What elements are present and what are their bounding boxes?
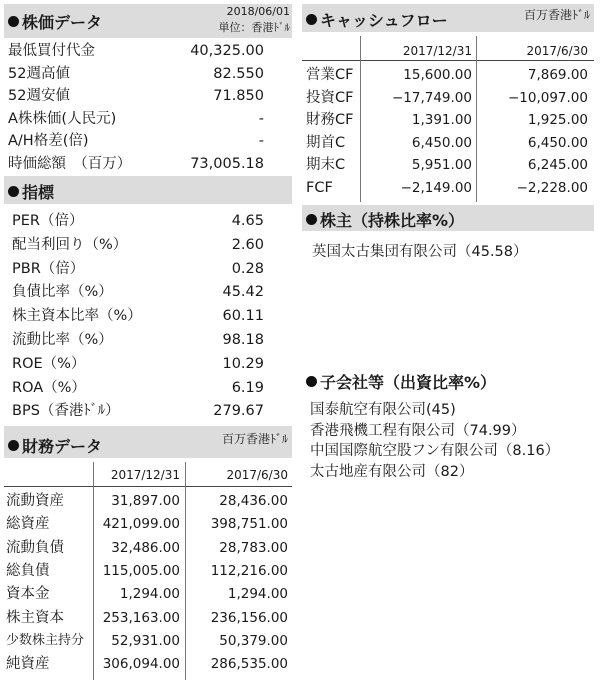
- stock-row: [8, 153, 264, 175]
- indicator-row-label: BPS（香港ﾄﾞﾙ）: [12, 403, 120, 420]
- cf-row-label: 投資CF: [306, 89, 354, 106]
- stock-row-value: 82.550: [213, 65, 264, 82]
- stock-row-label: A/H格差(倍): [8, 133, 89, 149]
- subsidiary-item: 太古地産有限公司（82）: [310, 463, 474, 480]
- indicator-row-label: ROA（%）: [12, 379, 86, 396]
- indicator-row-label: 負債比率（%）: [12, 284, 113, 301]
- fin-row-value-1: 31,897.00: [111, 493, 180, 509]
- bullet-icon: [306, 14, 317, 25]
- fin-row-value-2: 236,156.00: [210, 609, 288, 626]
- indicator-row-label: 配当利回り（%）: [12, 236, 128, 253]
- cf-row-label: FCF: [306, 180, 333, 196]
- cf-row-value-2: 7,869.00: [527, 67, 588, 83]
- indicator-row-label: ROE（%）: [12, 355, 86, 372]
- cf-row-value-1: 15,600.00: [403, 67, 472, 83]
- cashflow-unit: 百万香港ﾄﾞﾙ: [523, 8, 590, 22]
- financials-unit: 百万香港ﾄﾞﾙ: [221, 432, 288, 446]
- fin-row-value-1: 52,931.00: [111, 632, 180, 649]
- bullet-icon: [8, 16, 19, 27]
- fin-row-value-1: 253,163.00: [102, 609, 180, 626]
- subsidiary-item: 国泰航空有限公司(45): [310, 402, 456, 418]
- fin-row-value-1: 115,005.00: [102, 562, 180, 579]
- fin-row-label: 純資産: [6, 656, 50, 673]
- subsidiaries-title-text: 子会社等（出資比率%）: [320, 373, 497, 392]
- cf-row-value-2: 6,450.00: [527, 134, 588, 151]
- fin-row-value-2: 28,436.00: [219, 493, 288, 509]
- cf-row-value-2: −2,228.00: [516, 180, 588, 196]
- fin-row-label: 資本金: [6, 586, 50, 603]
- fin-row-label: 流動負債: [6, 539, 64, 556]
- indicator-row-label: PER（倍）: [12, 213, 84, 229]
- indicator-row-value: 0.28: [231, 260, 264, 277]
- subsidiary-item: 香港飛機工程有限公司（74.99）: [310, 422, 526, 439]
- indicator-row-label: 株主資本比率（%）: [12, 308, 142, 325]
- cf-row-label: 期首C: [306, 134, 346, 151]
- cf-col-2: 2017/6/30: [526, 44, 588, 58]
- fin-row-label: 総資産: [6, 516, 50, 533]
- stock-row-value: 71.850: [213, 88, 264, 104]
- stock-row-value: -: [258, 110, 264, 127]
- indicator-row-value: 2.60: [231, 236, 264, 253]
- cf-row-label: 営業CF: [306, 67, 354, 83]
- cf-row-value-1: 6,450.00: [411, 134, 472, 151]
- cf-header-rule: [302, 60, 594, 61]
- cf-row-value-2: 1,925.00: [527, 112, 588, 129]
- stock-row: [8, 108, 264, 130]
- stock-title-text: 株価データ: [22, 13, 103, 32]
- cf-divider-1: [360, 36, 361, 202]
- fin-row-value-2: 28,783.00: [219, 539, 288, 556]
- cf-row-value-1: −17,749.00: [391, 89, 472, 106]
- indicator-row-label: PBR（倍）: [12, 260, 85, 277]
- stock-row-value: -: [258, 133, 264, 149]
- fin-col-2: 2017/6/30: [226, 468, 288, 482]
- fin-row-value-1: 32,486.00: [111, 539, 180, 556]
- stock-title: [8, 10, 102, 33]
- indicator-row-value: 45.42: [222, 284, 264, 301]
- fin-row-label: 流動資産: [6, 493, 64, 509]
- cf-row-value-1: −2,149.00: [400, 180, 472, 196]
- fin-row-value-2: 286,535.00: [210, 656, 288, 673]
- subsidiaries-title: [306, 370, 496, 393]
- indicator-row: [12, 329, 264, 351]
- indicator-row-value: 60.11: [222, 308, 264, 325]
- indicator-row: [12, 305, 264, 327]
- indicator-row-value: 4.65: [231, 213, 264, 229]
- shareholders-title-text: 株主（持株比率%）: [320, 211, 465, 230]
- stock-unit: 単位：香港ﾄﾞﾙ: [218, 21, 290, 34]
- fin-row-value-2: 50,379.00: [219, 632, 288, 649]
- indicator-row-value: 10.29: [222, 355, 264, 372]
- indicator-row: [12, 281, 264, 303]
- fin-row-value-1: 421,099.00: [102, 516, 180, 533]
- cf-divider-2: [476, 36, 477, 202]
- stock-row-label: 時価総額 （百万）: [8, 155, 132, 172]
- cf-row-value-2: 6,245.00: [527, 157, 588, 174]
- fin-row-label: 少数株主持分: [6, 632, 85, 648]
- stock-row-value: 73,005.18: [190, 155, 264, 172]
- financials-title-text: 財務データ: [22, 437, 103, 456]
- indicator-row: [12, 353, 264, 375]
- financials-title: [8, 434, 102, 457]
- stock-row: [8, 85, 264, 107]
- fin-row-label: 株主資本: [6, 609, 64, 626]
- fin-header-rule: [4, 486, 292, 487]
- indicator-row: [12, 400, 264, 422]
- bullet-icon: [8, 440, 19, 451]
- fin-row-value-1: 1,294.00: [119, 586, 180, 603]
- fin-row-value-2: 398,751.00: [210, 516, 288, 533]
- shareholders-title: [306, 208, 464, 231]
- stock-row: [8, 130, 264, 152]
- cashflow-title-text: キャッシュフロー: [320, 11, 448, 30]
- bullet-icon: [306, 376, 317, 387]
- stock-row: [8, 63, 264, 85]
- stock-row-label: 52週安値: [8, 88, 70, 104]
- indicator-row: [12, 377, 264, 399]
- cf-row-value-1: 1,391.00: [411, 112, 472, 129]
- bullet-icon: [8, 186, 19, 197]
- cf-row-value-1: 5,951.00: [411, 157, 472, 174]
- indicator-row-value: 98.18: [222, 332, 264, 348]
- fin-divider-2: [185, 462, 186, 680]
- stock-date: 2018/06/01: [226, 5, 290, 18]
- fin-row-value-2: 112,216.00: [210, 562, 288, 579]
- cf-row-label: 期末C: [306, 157, 346, 174]
- stock-row-label: A株株価(人民元): [8, 110, 117, 127]
- cf-col-1: 2017/12/31: [402, 44, 472, 58]
- indicators-title-text: 指標: [22, 183, 55, 202]
- stock-row: [8, 40, 264, 62]
- fin-col-1: 2017/12/31: [110, 468, 180, 482]
- fin-divider-1: [93, 462, 94, 680]
- indicator-row-value: 279.67: [213, 403, 264, 420]
- cf-row-value-2: −10,097.00: [507, 89, 588, 106]
- stock-row-label: 最低買付代金: [8, 43, 95, 59]
- indicator-row: [12, 234, 264, 256]
- bullet-icon: [306, 214, 317, 225]
- stock-row-value: 40,325.00: [190, 43, 264, 59]
- shareholder-item: 英国太古集団有限公司（45.58）: [312, 244, 528, 260]
- cashflow-title: [306, 8, 448, 31]
- indicator-row-value: 6.19: [231, 379, 264, 396]
- stock-row-label: 52週高値: [8, 65, 70, 82]
- subsidiary-item: 中国国際航空股フン有限公司（8.16）: [310, 443, 560, 459]
- indicator-row: [12, 258, 264, 280]
- indicator-row: [12, 210, 264, 232]
- indicators-title: [8, 180, 54, 203]
- fin-row-label: 総負債: [6, 562, 50, 579]
- fin-row-value-2: 1,294.00: [227, 586, 288, 603]
- indicator-row-label: 流動比率（%）: [12, 332, 113, 348]
- fin-row-value-1: 306,094.00: [102, 656, 180, 673]
- cf-row-label: 財務CF: [306, 112, 354, 129]
